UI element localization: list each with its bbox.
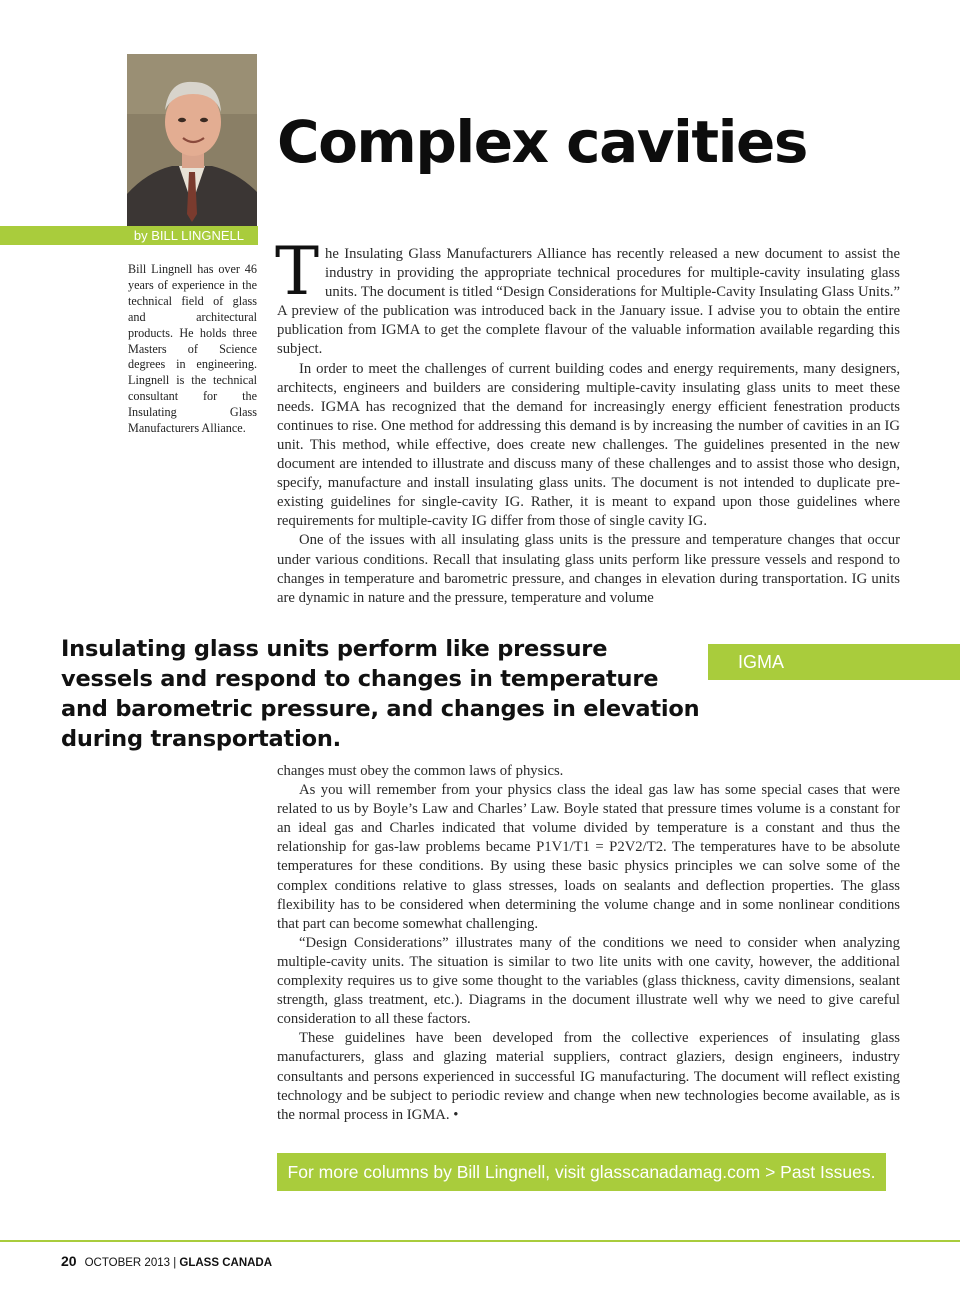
body-column-bottom xyxy=(277,762,900,1125)
magazine-name: GLASS CANADA xyxy=(179,1257,273,1269)
paragraph-6: These guidelines have been developed from the collective experiences of insulating glass manufacturers, glass and glazing material suppliers, contract glaziers, design engineers, industry consultants and persons experienced in successful IG manufacturing. The document will reflect existing technology and be subject to periodic review and change when new technologies become available, as is the normal process in IGMA. • xyxy=(277,1030,900,1123)
paragraph-1 xyxy=(275,233,900,360)
page-footer xyxy=(61,1253,272,1269)
author-photo xyxy=(127,54,257,226)
footer-divider xyxy=(0,1240,960,1242)
body-column-top xyxy=(275,233,900,608)
drop-cap: T xyxy=(275,233,320,310)
paragraph-3-start: One of the issues with all insulating glass units is the pressure and temperature changes that occur under various conditions. Recall that insulating glass units perform like pressure vessels and respond to changes in temperature and barometric pressure, and changes in elevation during transportation. IG units are dynamic in nature and the pressure, temperature and volume xyxy=(277,532,900,606)
column-tag: IGMA xyxy=(708,644,960,680)
paragraph-1-text: he Insulating Glass Manufacturers Alliance has recently released a new document to assist the industry in providing the appropriate technical procedures for multiple-cavity insulating glass units. The document is titled “Design Considerations for Multiple-Cavity Insulating Glass Units.” A preview of the publication was introduced back in the January issue. I advise you to obtain the entire publication from IGMA to get the complete flavour of the valuable information available regarding this subject. xyxy=(277,246,900,358)
author-portrait-icon xyxy=(127,54,257,226)
article-title: Complex cavities xyxy=(277,108,807,176)
more-columns-link[interactable]: For more columns by Bill Lingnell, visit glasscanadamag.com > Past Issues. xyxy=(277,1153,886,1191)
paragraph-4: As you will remember from your physics class the ideal gas law has some special cases that were related to us by Boyle’s Law and Charles’ Law. Boyle stated that pressure times volume is a constant for an ideal gas and Charles indicated that volume divided by temperature is a constant and thus the relationship for gas-law problems became P1V1/T1 = P2V2/T2. The temperatures have to be absolute temperatures for these conditions. By using these basic physics principles we can solve some of the complex conditions relative to glass stresses, loads on sealants and deflection properties. The glass flexibility has to be considered when determining the volume change and in some nonlinear conditions that part can become somewhat challenging. xyxy=(277,782,900,932)
paragraph-3-end: changes must obey the common laws of physics. xyxy=(277,763,564,779)
paragraph-2: In order to meet the challenges of current building codes and energy requirements, many designers, architects, engineers and builders are considering multiple-cavity insulating glass units to meet these needs. IGMA has recognized that the demand for increasingly energy efficient fenestration products continues to rise. One method for addressing this demand is by increasing the number of cavities in an IG unit. This method, while effective, does create new challenges. The guidelines presented in the new document are intended to illustrate and discuss many of these challenges and to assist those who design, specify, manufacture and install insulating glass units. The document is not intended to duplicate pre-existing guidelines for single-cavity IG. Rather, it is meant to expand upon those guidelines where requirements for multiple-cavity IG differ from those of single cavity IG. xyxy=(277,360,900,530)
author-bio: Bill Lingnell has over 46 years of experience in the technical field of glass and architectural products. He holds three Masters of Science degrees in engineering. Lingnell is the technical consultant for the Insulating Glass Manufacturers Alliance. xyxy=(128,262,257,436)
issue-date: OCTOBER 2013 | xyxy=(84,1257,177,1269)
page-number: 20 xyxy=(61,1253,77,1269)
byline: by BILL LINGNELL xyxy=(0,226,258,245)
paragraph-5: “Design Considerations” illustrates many of the conditions we need to consider when analyzing multiple-cavity units. The situation is similar to two lite units with one cavity, however, the additional complexity requires us to give some thought to the variables (glass thickness, cavity dimensions, sealant strength, glass treatment, etc.). Diagrams in the document illustrate well why we need to give careful consideration to all these factors. xyxy=(277,934,900,1028)
pull-quote: Insulating glass units perform like pressure vessels and respond to changes in temperature and barometric pressure, and changes in elevation during transportation. xyxy=(61,636,700,752)
